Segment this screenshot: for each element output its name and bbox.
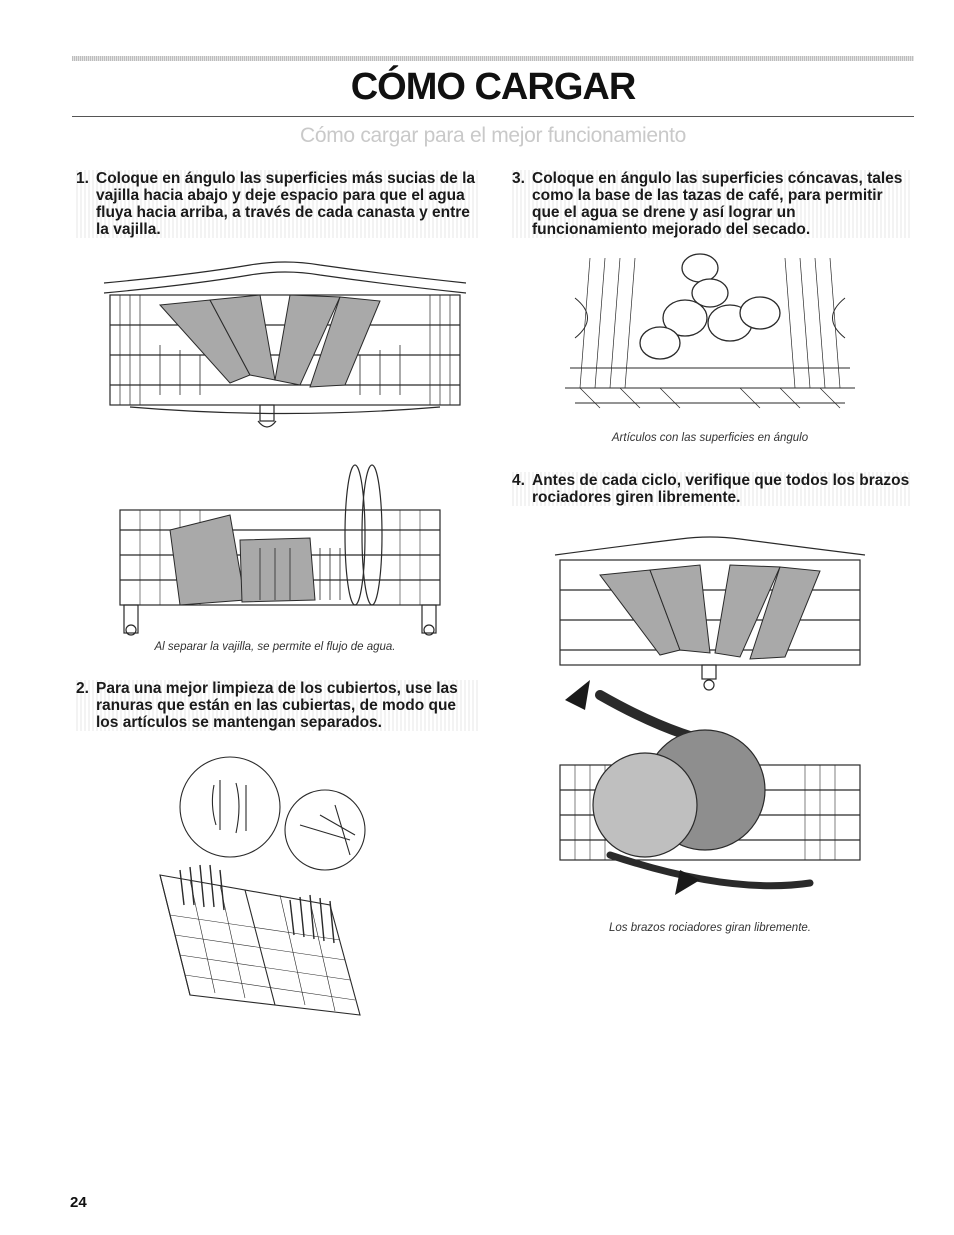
- step-1-number: 1.: [76, 170, 89, 187]
- upper-rack-cups-illustration: [560, 248, 860, 418]
- caption-spray-arms: Los brazos rociadores giran libremente.: [609, 922, 811, 934]
- title-divider: [72, 116, 914, 117]
- step-3: [512, 170, 912, 238]
- caption-angled-items: Artículos con las superficies en ángulo: [611, 432, 809, 444]
- page-title: CÓMO CARGAR: [350, 66, 636, 108]
- step-1: [76, 170, 478, 238]
- silverware-basket-illustration: [150, 755, 380, 1035]
- step-2-text: Para una mejor limpieza de los cubiertos, use las ranuras que están en las cubiertas, de modo que los artículos se mantengan separados.: [96, 680, 458, 731]
- step-3-number: 3.: [512, 170, 525, 187]
- section-subtitle: Cómo cargar para el mejor funcionamiento: [299, 124, 687, 147]
- step-2-number: 2.: [76, 680, 89, 697]
- page-number: 24: [70, 1194, 87, 1211]
- step-4: [512, 472, 912, 506]
- upper-rack-plates-illustration: [100, 255, 470, 445]
- spray-arms-illustration: [550, 535, 870, 905]
- step-2: [76, 680, 478, 731]
- step-4-number: 4.: [512, 472, 525, 489]
- caption-separate-dishes: Al separar la vajilla, se permite el flujo de agua.: [154, 641, 396, 653]
- step-1-text: Coloque en ángulo las superficies más sucias de la vajilla hacia abajo y deje espacio para que el agua fluya hacia arriba, a través de cada canasta y entre la vajilla.: [96, 170, 476, 238]
- top-decorative-rule: [72, 56, 914, 61]
- step-4-text: Antes de cada ciclo, verifique que todos los brazos rociadores giren libremente.: [532, 472, 910, 506]
- lower-rack-dishes-illustration: [110, 460, 450, 640]
- step-3-text: Coloque en ángulo las superficies cóncavas, tales como la base de las tazas de café, para permitir que el agua se drene y así lograr un funcionamiento mejorado del secado.: [532, 170, 903, 238]
